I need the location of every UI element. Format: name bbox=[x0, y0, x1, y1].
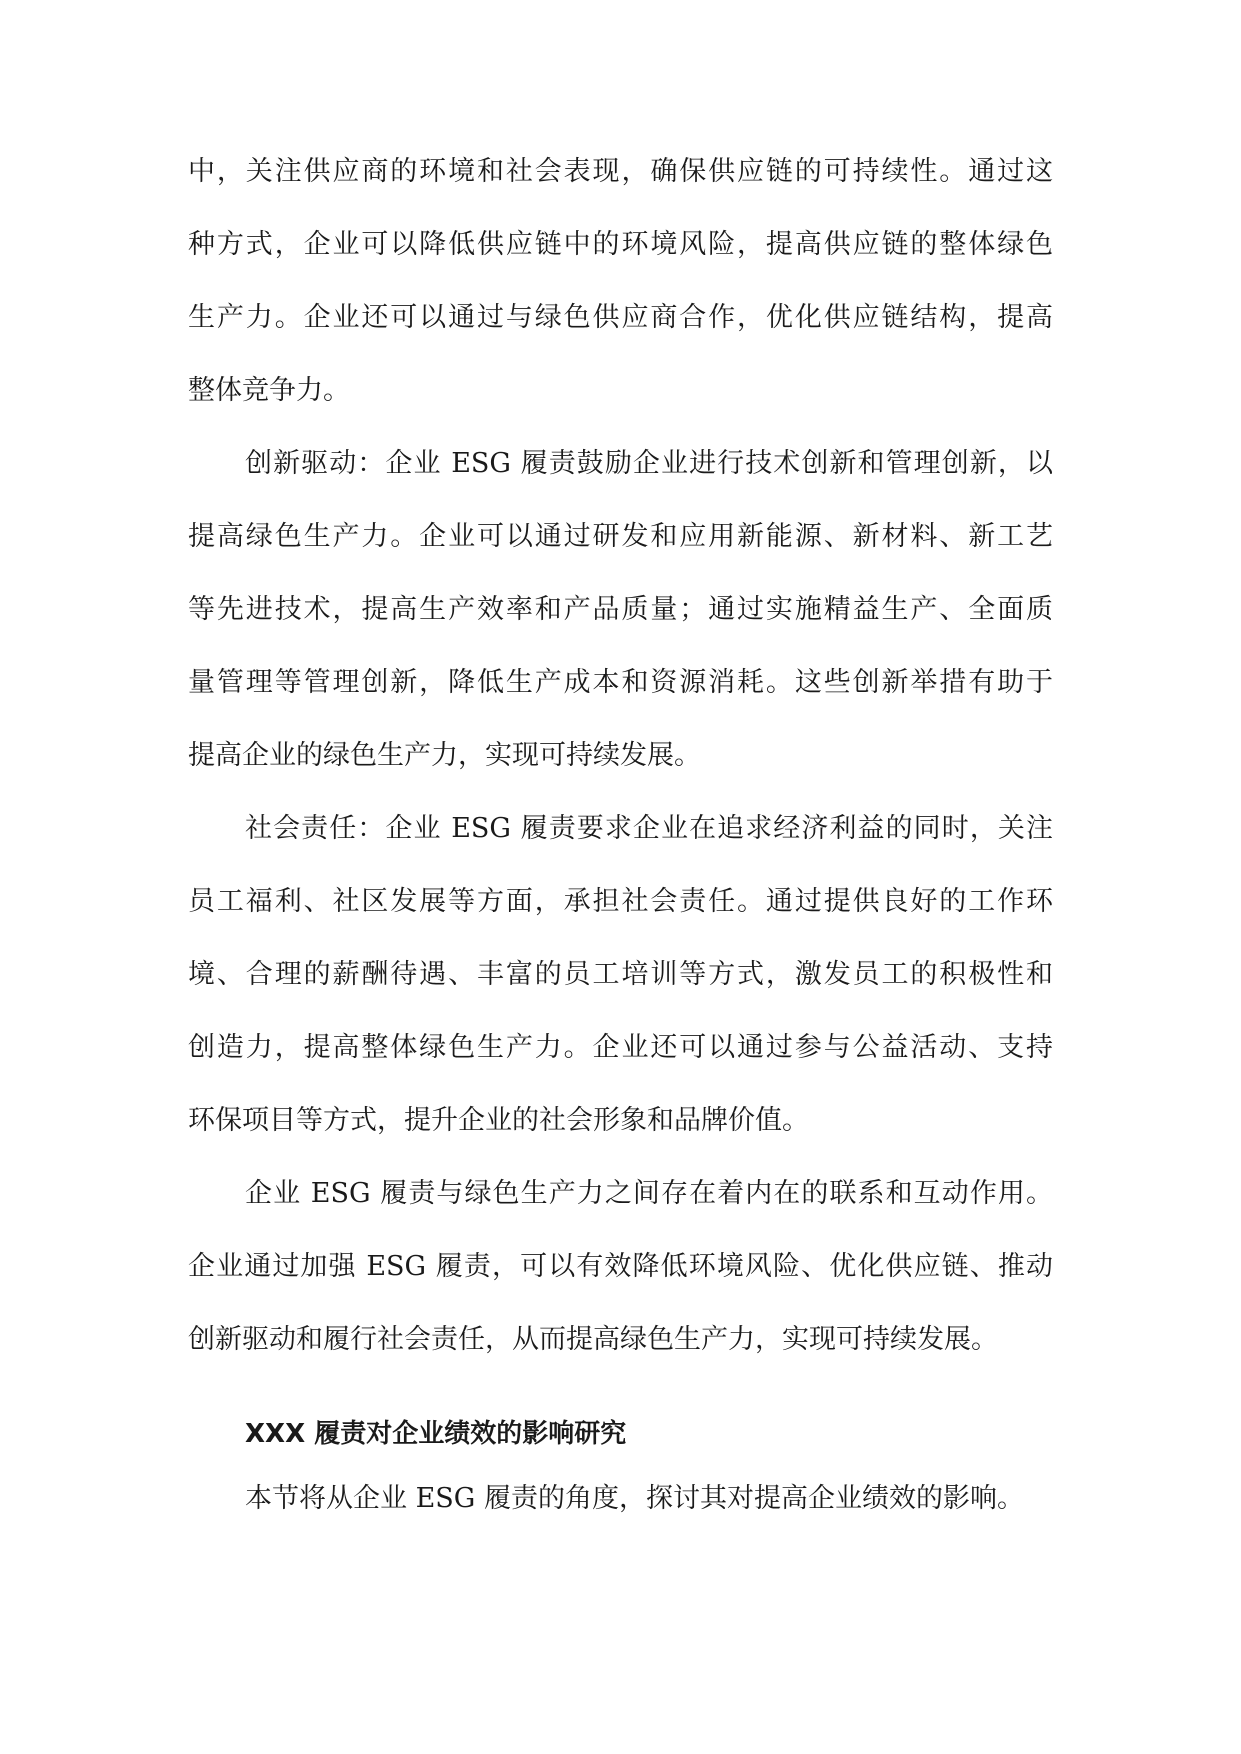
paragraph-innovation bbox=[188, 432, 1053, 797]
text-line: 提高绿色生产力。企业可以通过研发和应用新能源、新材料、新工艺 bbox=[188, 521, 1053, 552]
text-line: 境、合理的薪酬待遇、丰富的员工培训等方式，激发员工的积极性和 bbox=[188, 959, 1053, 990]
text-line: 创新驱动和履行社会责任，从而提高绿色生产力，实现可持续发展。 bbox=[188, 1324, 998, 1355]
text-line: 量管理等管理创新，降低生产成本和资源消耗。这些创新举措有助于 bbox=[188, 667, 1053, 698]
section-spacer bbox=[188, 1381, 1053, 1401]
paragraph-summary bbox=[188, 1162, 1053, 1381]
text-line: 创造力，提高整体绿色生产力。企业还可以通过参与公益活动、支持 bbox=[188, 1032, 1053, 1063]
text-line: 创新驱动：企业 ESG 履责鼓励企业进行技术创新和管理创新，以 bbox=[245, 448, 1053, 479]
paragraph-social-responsibility bbox=[188, 797, 1053, 1162]
text-line: 生产力。企业还可以通过与绿色供应商合作，优化供应链结构，提高 bbox=[188, 302, 1053, 333]
text-line: 社会责任：企业 ESG 履责要求企业在追求经济利益的同时，关注 bbox=[245, 813, 1053, 844]
text-line: 等先进技术，提高生产效率和产品质量；通过实施精益生产、全面质 bbox=[188, 594, 1053, 625]
text-line: 中，关注供应商的环境和社会表现，确保供应链的可持续性。通过这 bbox=[188, 156, 1053, 187]
text-line: 整体竞争力。 bbox=[188, 375, 350, 406]
paragraph-closing bbox=[188, 1467, 1053, 1540]
text-line: 种方式，企业可以降低供应链中的环境风险，提高供应链的整体绿色 bbox=[188, 229, 1053, 260]
text-line: 企业通过加强 ESG 履责，可以有效降低环境风险、优化供应链、推动 bbox=[188, 1251, 1053, 1282]
text-line: 本节将从企业 ESG 履责的角度，探讨其对提高企业绩效的影响。 bbox=[245, 1483, 1024, 1514]
paragraph-supply-chain bbox=[188, 140, 1053, 432]
text-line: 提高企业的绿色生产力，实现可持续发展。 bbox=[188, 740, 701, 771]
section-heading: XXX 履责对企业绩效的影响研究 bbox=[245, 1419, 627, 1449]
text-line: 员工福利、社区发展等方面，承担社会责任。通过提供良好的工作环 bbox=[188, 886, 1053, 917]
text-line: 企业 ESG 履责与绿色生产力之间存在着内在的联系和互动作用。 bbox=[245, 1178, 1053, 1209]
document-body bbox=[188, 140, 1053, 1540]
text-line: 环保项目等方式，提升企业的社会形象和品牌价值。 bbox=[188, 1105, 809, 1136]
